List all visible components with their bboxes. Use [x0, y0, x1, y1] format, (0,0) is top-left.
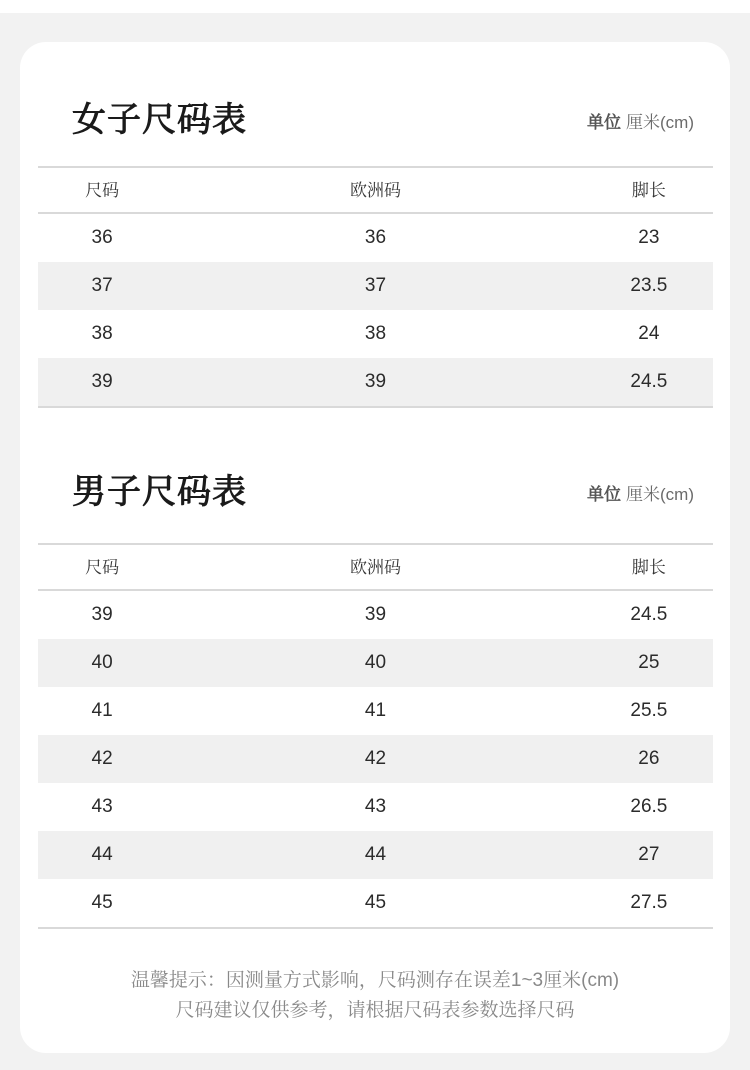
foot-length-cell: 24.5 [630, 604, 668, 625]
foot-length-cell: 27 [638, 844, 660, 865]
eu-size-cell: 45 [364, 892, 387, 913]
unit-value: 厘米(cm) [626, 113, 694, 132]
eu-size-cell: 41 [364, 700, 387, 721]
size-cell: 41 [91, 700, 113, 721]
column-header-size: 尺码 [85, 181, 120, 200]
size-cell: 36 [91, 227, 113, 248]
size-cell: 39 [91, 371, 113, 392]
table-row [38, 262, 713, 310]
size-chart-card [20, 42, 730, 1053]
table-row [38, 214, 713, 262]
foot-length-cell: 25.5 [630, 700, 668, 721]
size-cell: 37 [91, 275, 113, 296]
table-row [38, 783, 713, 831]
table-row [38, 639, 713, 687]
women-section-header [72, 42, 694, 140]
foot-length-cell: 23.5 [630, 275, 668, 296]
foot-length-cell: 24 [638, 323, 660, 344]
size-cell: 43 [91, 796, 113, 817]
eu-size-cell: 43 [364, 796, 387, 817]
footer-note-line1: 温馨提示：因测量方式影响，尺码测存在误差1~3厘米(cm) [130, 970, 620, 991]
unit-label [587, 483, 694, 512]
table-row [38, 310, 713, 358]
unit-value: 厘米(cm) [626, 485, 694, 504]
women-size-table [38, 166, 713, 408]
foot-length-cell: 25 [638, 652, 660, 673]
men-size-table [38, 543, 713, 929]
size-cell: 42 [91, 748, 113, 769]
top-white-strip [0, 0, 750, 13]
unit-label [587, 111, 694, 140]
size-cell: 45 [91, 892, 113, 913]
foot-length-cell: 24.5 [630, 371, 668, 392]
size-cell: 40 [91, 652, 113, 673]
eu-size-cell: 37 [364, 275, 387, 296]
women-table-body [38, 214, 713, 406]
men-section-title: 男子尺码表 [72, 473, 247, 511]
table-row [38, 879, 713, 927]
column-header-foot-length: 脚长 [631, 558, 666, 577]
eu-size-cell: 38 [364, 323, 387, 344]
size-cell: 44 [91, 844, 113, 865]
eu-size-cell: 42 [364, 748, 387, 769]
foot-length-cell: 23 [638, 227, 660, 248]
unit-prefix: 单位 [587, 113, 622, 132]
eu-size-cell: 39 [364, 371, 387, 392]
women-table-header-row [38, 168, 713, 214]
foot-length-cell: 26.5 [630, 796, 668, 817]
eu-size-cell: 44 [364, 844, 387, 865]
men-table-header-row [38, 545, 713, 591]
men-section-header [72, 408, 694, 512]
eu-size-cell: 36 [364, 227, 387, 248]
eu-size-cell: 40 [364, 652, 387, 673]
women-section-title: 女子尺码表 [72, 101, 247, 139]
size-cell: 39 [91, 604, 113, 625]
column-header-eu-size: 欧洲码 [350, 181, 401, 200]
column-header-size: 尺码 [85, 558, 120, 577]
table-row [38, 591, 713, 639]
table-row [38, 735, 713, 783]
column-header-foot-length: 脚长 [631, 181, 666, 200]
table-row [38, 358, 713, 406]
size-cell: 38 [91, 323, 113, 344]
unit-prefix: 单位 [587, 485, 622, 504]
table-row [38, 687, 713, 735]
foot-length-cell: 27.5 [630, 892, 668, 913]
column-header-eu-size: 欧洲码 [350, 558, 401, 577]
footer-note-line2: 尺码建议仅供参考，请根据尺码表参数选择尺码 [175, 1000, 575, 1021]
foot-length-cell: 26 [638, 748, 660, 769]
table-row [38, 831, 713, 879]
footer-note [20, 966, 730, 1026]
eu-size-cell: 39 [364, 604, 387, 625]
men-table-body [38, 591, 713, 927]
